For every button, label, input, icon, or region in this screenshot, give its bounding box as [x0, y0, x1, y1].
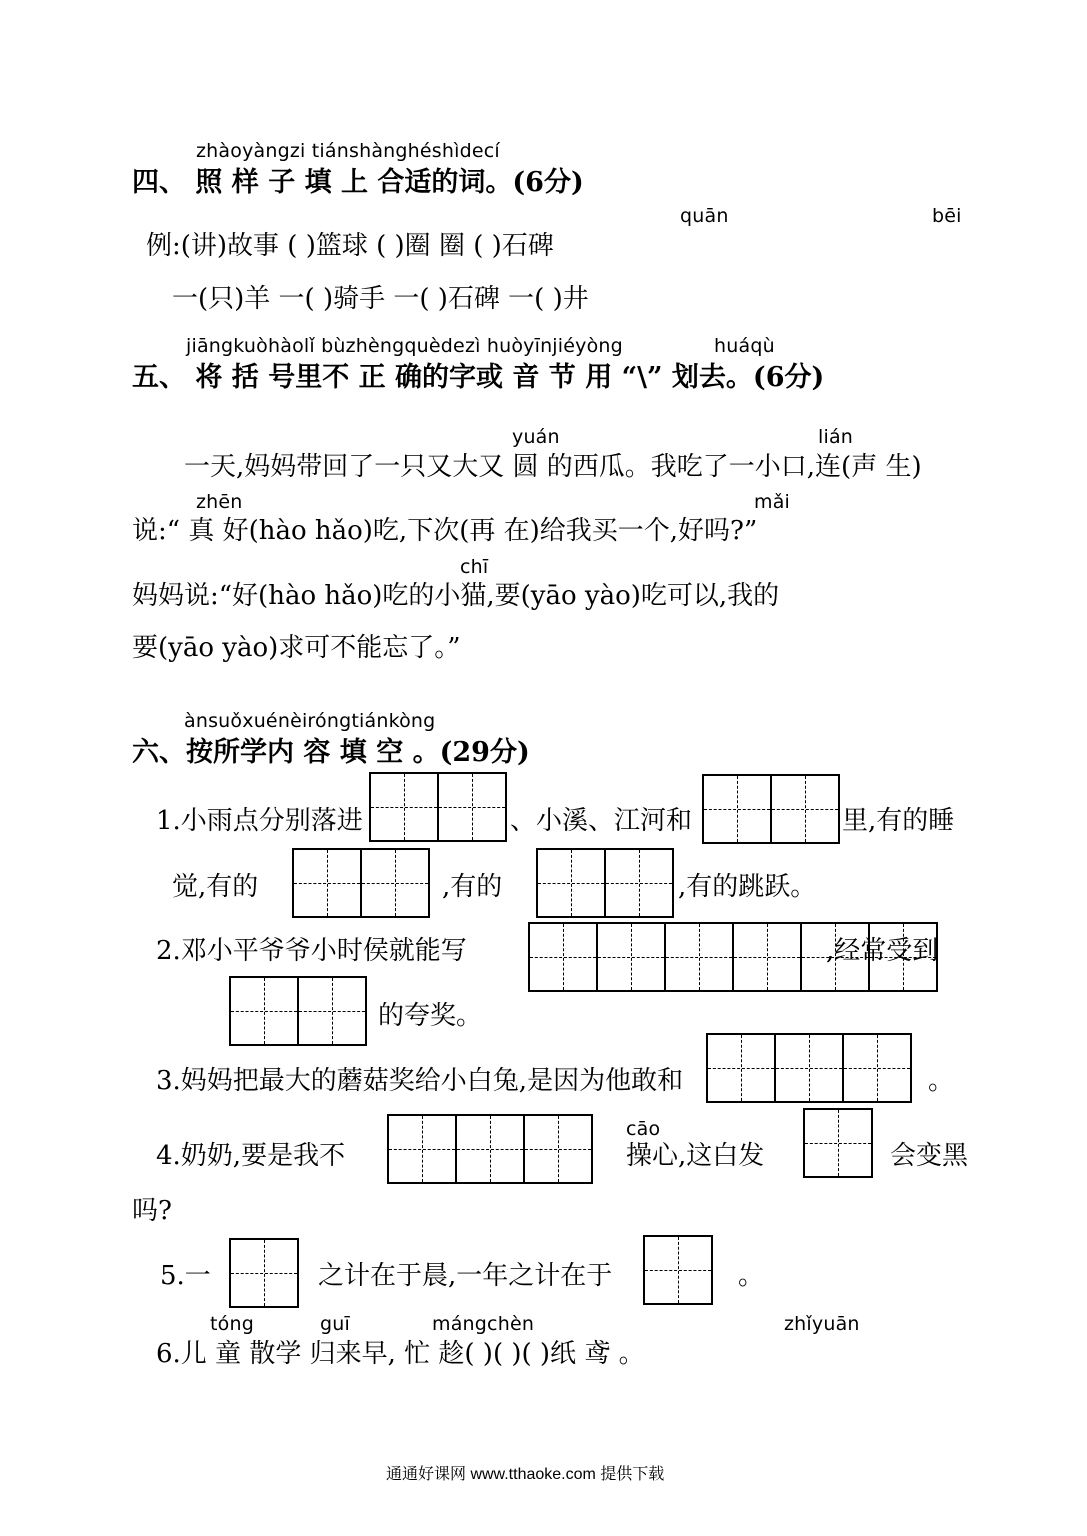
writing-cell[interactable]: [774, 1033, 844, 1103]
s6-pinyin: ànsuǒxuénèiróngtiánkòng: [184, 710, 436, 732]
s5-line2: 说:“ 真 好(hào hǎo)吃,下次(再 在)给我买一个,好吗?”: [132, 516, 758, 546]
writing-cell[interactable]: [360, 848, 430, 918]
writing-cell[interactable]: [437, 772, 507, 842]
writing-cell[interactable]: [770, 774, 840, 844]
q2-text-b: ,经常受到: [826, 936, 939, 966]
q2-answer-box-2[interactable]: [229, 976, 367, 1046]
writing-cell[interactable]: [455, 1114, 525, 1184]
writing-cell[interactable]: [369, 772, 439, 842]
writing-cell[interactable]: [536, 848, 606, 918]
writing-cell[interactable]: [528, 922, 598, 992]
s5-pinyin-lian: lián: [818, 426, 854, 448]
s5-pinyin-huaqu: huáqù: [714, 335, 775, 357]
q1-text-e: ,有的: [442, 872, 503, 902]
q4-text-a: 4.奶奶,要是我不: [156, 1141, 346, 1171]
q1-text-a: 1.小雨点分别落进: [156, 806, 363, 836]
q5-text-a: 5.一: [160, 1261, 211, 1291]
q6-pinyin-tong: tóng: [210, 1313, 254, 1335]
q3-text-a: 3.妈妈把最大的蘑菇奖给小白兔,是因为他敢和: [156, 1066, 684, 1096]
s5-title: 五、 将 括 号里不 正 确的字或 音 节 用 “\” 划去。(6分): [132, 362, 825, 393]
q4-pinyin-cao: cāo: [626, 1118, 661, 1140]
q3-text-b: 。: [928, 1066, 955, 1096]
q1-text-f: ,有的跳跃。: [678, 872, 817, 902]
s4-example-row2: 一(只)羊 一( )骑手 一( )石碑 一( )井: [172, 284, 589, 314]
s5-line1: 一天,妈妈带回了一只又大又 圆 的西瓜。我吃了一小口,连(声 生): [184, 452, 922, 482]
s5-pinyin-mai: mǎi: [754, 491, 791, 513]
q5-answer-box-1[interactable]: [229, 1238, 299, 1308]
writing-cell[interactable]: [387, 1114, 457, 1184]
writing-cell[interactable]: [229, 1238, 299, 1308]
s4-title: 四、 照 样 子 填 上 合适的词。(6分): [132, 167, 584, 198]
q1-answer-box-2[interactable]: [702, 774, 840, 844]
q6-pinyin-gui: guī: [320, 1313, 350, 1335]
q3-answer-box[interactable]: [706, 1033, 912, 1103]
q4-answer-box-2[interactable]: [803, 1108, 873, 1178]
writing-cell[interactable]: [664, 922, 734, 992]
s5-pinyin: jiāngkuòhàolǐ bùzhèngquèdezì huòyīnjiéyòng: [186, 335, 623, 357]
q4-answer-box-1[interactable]: [387, 1114, 593, 1184]
footer-text: 通通好课网 www.tthaoke.com 提供下载: [386, 1466, 665, 1483]
s4-example-row1: 例:(讲)故事 ( )篮球 ( )圈 圈 ( )石碑: [146, 231, 554, 261]
q1-answer-box-1[interactable]: [369, 772, 507, 842]
s4-pinyin-bei: bēi: [932, 205, 962, 227]
q1-text-b: 、小溪、江河和: [510, 806, 693, 836]
q4-text-b: 操心,这白发: [626, 1141, 765, 1171]
s5-pinyin-yuan: yuán: [512, 426, 560, 448]
writing-cell[interactable]: [229, 976, 299, 1046]
writing-cell[interactable]: [604, 848, 674, 918]
s5-line4: 要(yāo yào)求可不能忘了。”: [132, 633, 461, 663]
q2-text-c: 的夸奖。: [378, 1001, 483, 1031]
q1-text-c: 里,有的睡: [842, 806, 955, 836]
s5-pinyin-chi: chī: [460, 556, 489, 578]
q5-answer-box-2[interactable]: [643, 1235, 713, 1305]
writing-cell[interactable]: [523, 1114, 593, 1184]
writing-cell[interactable]: [596, 922, 666, 992]
s6-title: 六、按所学内 容 填 空 。(29分): [132, 737, 530, 768]
writing-cell[interactable]: [706, 1033, 776, 1103]
q1-answer-box-4[interactable]: [536, 848, 674, 918]
s5-pinyin-zhen: zhēn: [196, 491, 243, 513]
writing-cell[interactable]: [643, 1235, 713, 1305]
q6-pinyin-mangchen: mángchèn: [432, 1313, 535, 1335]
q4-text-c: 会变黑: [890, 1141, 969, 1171]
q1-text-d: 觉,有的: [172, 872, 259, 902]
writing-cell[interactable]: [702, 774, 772, 844]
q5-text-b: 之计在于晨,一年之计在于: [318, 1261, 613, 1291]
writing-cell[interactable]: [732, 922, 802, 992]
s4-pinyin: zhàoyàngzi tiánshànghéshìdecí: [196, 140, 500, 162]
q6-text: 6.儿 童 散学 归来早, 忙 趁( )( )( )纸 鸢 。: [156, 1339, 645, 1369]
writing-cell[interactable]: [292, 848, 362, 918]
q2-text-a: 2.邓小平爷爷小时侯就能写: [156, 936, 467, 966]
q5-text-c: 。: [738, 1261, 765, 1291]
s5-line3: 妈妈说:“好(hào hǎo)吃的小猫,要(yāo yào)吃可以,我的: [132, 581, 780, 611]
q6-pinyin-zhiyuan: zhǐyuān: [784, 1313, 860, 1335]
writing-cell[interactable]: [803, 1108, 873, 1178]
q4-text-d: 吗?: [132, 1196, 172, 1226]
s4-pinyin-quan: quān: [680, 205, 729, 227]
q1-answer-box-3[interactable]: [292, 848, 430, 918]
writing-cell[interactable]: [297, 976, 367, 1046]
writing-cell[interactable]: [842, 1033, 912, 1103]
